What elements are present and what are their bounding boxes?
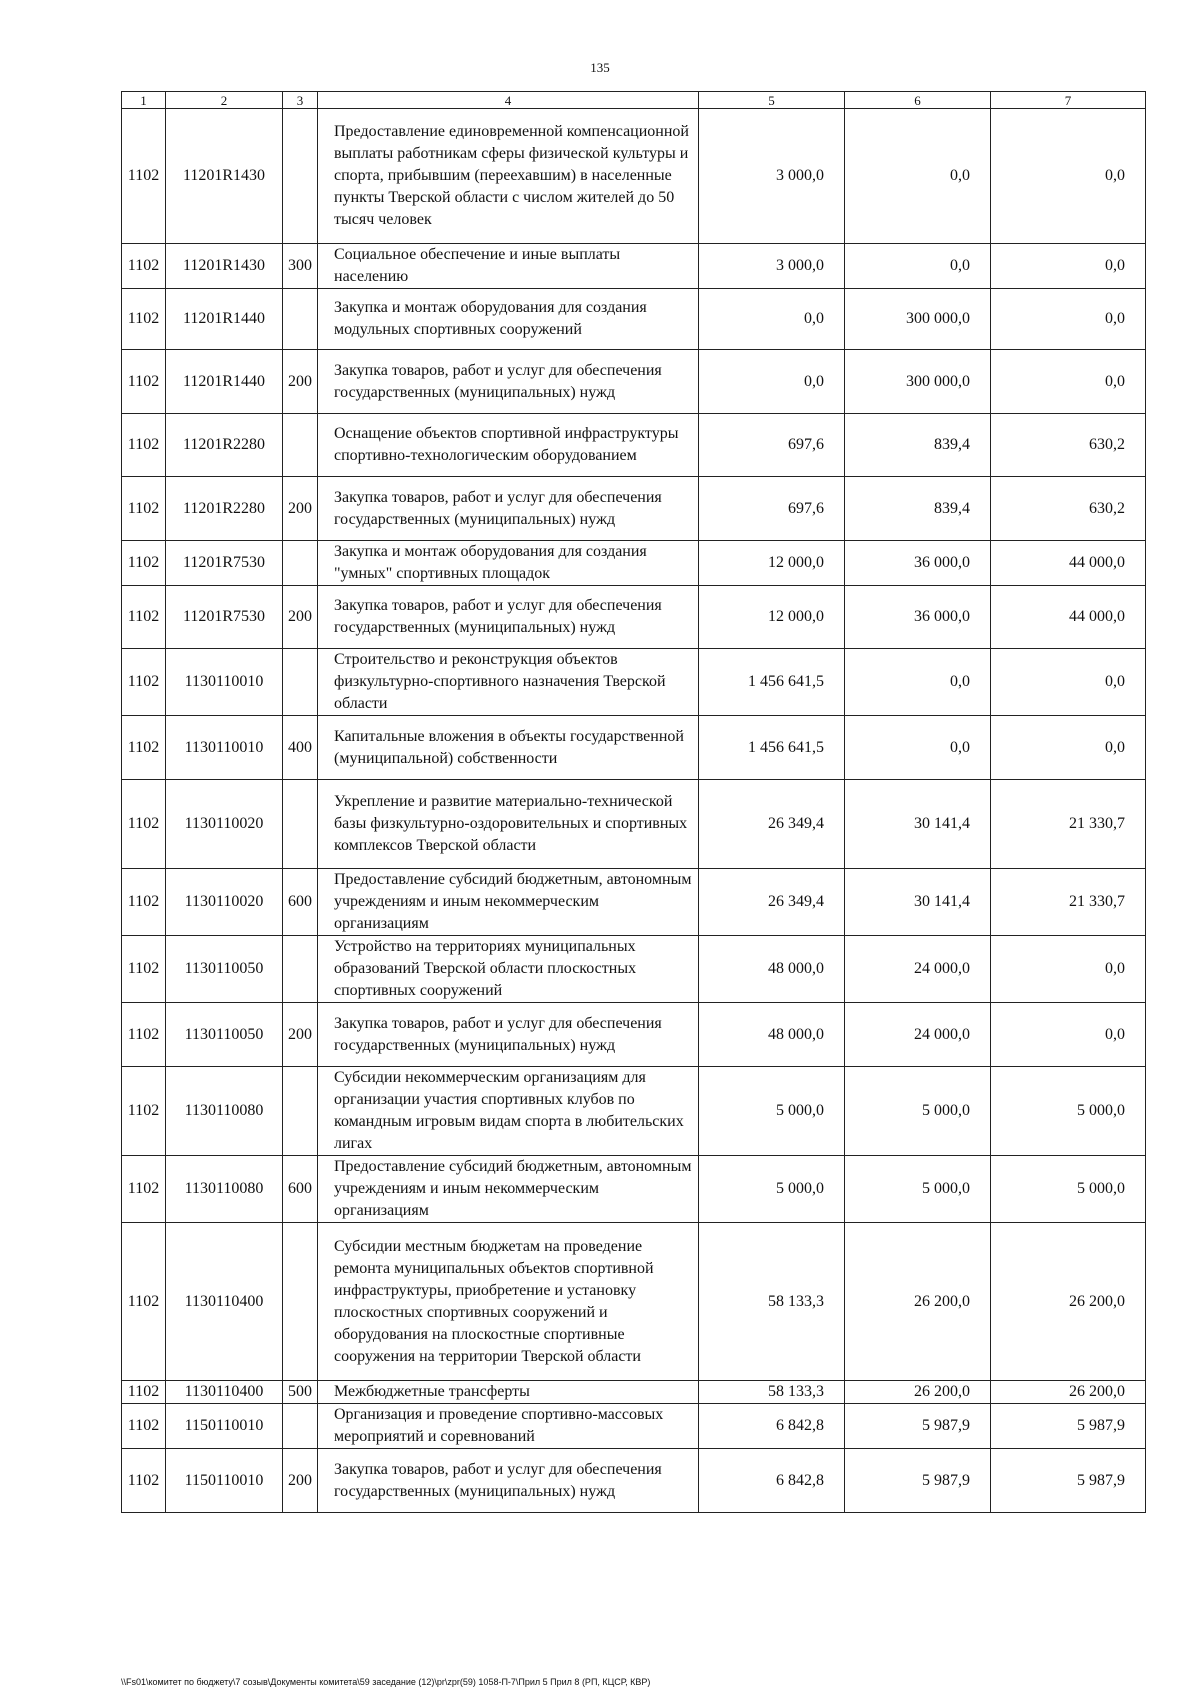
amount-col5-cell: 6 842,8 (699, 1449, 845, 1513)
amount-col5-cell: 3 000,0 (699, 109, 845, 244)
section-code-cell: 1102 (122, 1404, 166, 1449)
col-header-6: 6 (845, 92, 991, 109)
amount-col5-cell: 1 456 641,5 (699, 649, 845, 716)
expense-type-cell (283, 541, 318, 586)
expense-type-cell: 400 (283, 716, 318, 780)
expense-type-cell: 200 (283, 1449, 318, 1513)
expense-type-cell: 600 (283, 1156, 318, 1223)
section-code-cell: 1102 (122, 586, 166, 649)
article-code-cell: 1130110080 (166, 1067, 283, 1156)
section-code-cell: 1102 (122, 350, 166, 414)
section-code-cell: 1102 (122, 414, 166, 477)
expense-type-cell (283, 1223, 318, 1381)
amount-col7-cell: 5 000,0 (991, 1156, 1146, 1223)
section-code-cell: 1102 (122, 1003, 166, 1067)
expense-type-cell: 300 (283, 244, 318, 289)
amount-col5-cell: 48 000,0 (699, 936, 845, 1003)
table-row (122, 1404, 1146, 1449)
amount-col5-cell: 5 000,0 (699, 1067, 845, 1156)
item-name-cell: Строительство и реконструкция объектов физкультурно-спортивного назначения Тверской области (318, 649, 699, 716)
expense-type-cell: 200 (283, 586, 318, 649)
table-row (122, 1223, 1146, 1381)
section-code-cell: 1102 (122, 477, 166, 541)
table-row (122, 780, 1146, 869)
item-name-cell: Устройство на территориях муниципальных образований Тверской области плоскостных спортивных сооружений (318, 936, 699, 1003)
amount-col7-cell: 0,0 (991, 716, 1146, 780)
item-name-cell: Закупка товаров, работ и услуг для обеспечения государственных (муниципальных) нужд (318, 1003, 699, 1067)
table-row (122, 477, 1146, 541)
amount-col5-cell: 0,0 (699, 289, 845, 350)
article-code-cell: 1130110080 (166, 1156, 283, 1223)
item-name-cell: Межбюджетные трансферты (318, 1381, 699, 1404)
article-code-cell: 11201R1430 (166, 109, 283, 244)
table-row (122, 414, 1146, 477)
table-body (122, 109, 1146, 1513)
amount-col7-cell: 0,0 (991, 109, 1146, 244)
amount-col6-cell: 5 987,9 (845, 1449, 991, 1513)
article-code-cell: 11201R1440 (166, 289, 283, 350)
amount-col5-cell: 1 456 641,5 (699, 716, 845, 780)
item-name-cell: Укрепление и развитие материально-технической базы физкультурно-оздоровительных и спортивных комплексов Тверской области (318, 780, 699, 869)
col-header-3: 3 (283, 92, 318, 109)
amount-col7-cell: 26 200,0 (991, 1223, 1146, 1381)
item-name-cell: Предоставление единовременной компенсационной выплаты работникам сферы физической культуры и спорта, прибывшим (переехавшим) в населенные пункты Тверской области с числом жителей до 50 тысяч человек (318, 109, 699, 244)
table-row (122, 1156, 1146, 1223)
expense-type-cell (283, 1067, 318, 1156)
amount-col6-cell: 24 000,0 (845, 936, 991, 1003)
expense-type-cell (283, 780, 318, 869)
amount-col5-cell: 48 000,0 (699, 1003, 845, 1067)
expense-type-cell: 200 (283, 1003, 318, 1067)
amount-col6-cell: 36 000,0 (845, 586, 991, 649)
expense-type-cell (283, 109, 318, 244)
table-row (122, 289, 1146, 350)
item-name-cell: Капитальные вложения в объекты государственной (муниципальной) собственности (318, 716, 699, 780)
amount-col6-cell: 26 200,0 (845, 1381, 991, 1404)
table-row (122, 1449, 1146, 1513)
expense-type-cell: 600 (283, 869, 318, 936)
item-name-cell: Предоставление субсидий бюджетным, автономным учреждениям и иным некоммерческим организациям (318, 1156, 699, 1223)
table-row (122, 936, 1146, 1003)
expense-type-cell (283, 289, 318, 350)
table-row (122, 586, 1146, 649)
article-code-cell: 1130110020 (166, 780, 283, 869)
section-code-cell: 1102 (122, 869, 166, 936)
amount-col5-cell: 26 349,4 (699, 869, 845, 936)
section-code-cell: 1102 (122, 541, 166, 586)
section-code-cell: 1102 (122, 244, 166, 289)
amount-col7-cell: 44 000,0 (991, 541, 1146, 586)
amount-col5-cell: 58 133,3 (699, 1223, 845, 1381)
amount-col7-cell: 0,0 (991, 289, 1146, 350)
expense-type-cell: 200 (283, 350, 318, 414)
amount-col7-cell: 630,2 (991, 414, 1146, 477)
amount-col5-cell: 0,0 (699, 350, 845, 414)
expense-type-cell (283, 936, 318, 1003)
amount-col6-cell: 0,0 (845, 109, 991, 244)
article-code-cell: 11201R1440 (166, 350, 283, 414)
amount-col7-cell: 0,0 (991, 350, 1146, 414)
section-code-cell: 1102 (122, 780, 166, 869)
item-name-cell: Закупка товаров, работ и услуг для обеспечения государственных (муниципальных) нужд (318, 586, 699, 649)
article-code-cell: 1150110010 (166, 1404, 283, 1449)
amount-col5-cell: 12 000,0 (699, 541, 845, 586)
item-name-cell: Социальное обеспечение и иные выплаты населению (318, 244, 699, 289)
section-code-cell: 1102 (122, 1156, 166, 1223)
amount-col7-cell: 44 000,0 (991, 586, 1146, 649)
article-code-cell: 11201R1430 (166, 244, 283, 289)
amount-col5-cell: 12 000,0 (699, 586, 845, 649)
amount-col6-cell: 26 200,0 (845, 1223, 991, 1381)
col-header-4: 4 (318, 92, 699, 109)
amount-col6-cell: 5 000,0 (845, 1067, 991, 1156)
section-code-cell: 1102 (122, 1223, 166, 1381)
col-header-1: 1 (122, 92, 166, 109)
item-name-cell: Закупка товаров, работ и услуг для обеспечения государственных (муниципальных) нужд (318, 350, 699, 414)
article-code-cell: 11201R2280 (166, 414, 283, 477)
section-code-cell: 1102 (122, 716, 166, 780)
expense-type-cell (283, 1404, 318, 1449)
section-code-cell: 1102 (122, 1449, 166, 1513)
article-code-cell: 1130110010 (166, 649, 283, 716)
article-code-cell: 1130110400 (166, 1381, 283, 1404)
item-name-cell: Субсидии местным бюджетам на проведение ремонта муниципальных объектов спортивной инфраструктуры, приобретение и установку плоскостных спортивных сооружений и оборудования на плоскостные спортивные сооружения на территории Тверской области (318, 1223, 699, 1381)
amount-col6-cell: 300 000,0 (845, 350, 991, 414)
item-name-cell: Закупка товаров, работ и услуг для обеспечения государственных (муниципальных) нужд (318, 477, 699, 541)
item-name-cell: Закупка и монтаж оборудования для создания модульных спортивных сооружений (318, 289, 699, 350)
section-code-cell: 1102 (122, 1067, 166, 1156)
expense-type-cell: 500 (283, 1381, 318, 1404)
amount-col6-cell: 0,0 (845, 244, 991, 289)
amount-col7-cell: 0,0 (991, 649, 1146, 716)
item-name-cell: Организация и проведение спортивно-массовых мероприятий и соревнований (318, 1404, 699, 1449)
col-header-2: 2 (166, 92, 283, 109)
footer-file-path: \\Fs01\комитет по бюджету\7 созыв\Документы комитета\59 заседание (12)\pr\zpr(59) 1058-П-7\Прил 5 Прил 8 (РП, КЦСР, КВР) (121, 1677, 651, 1687)
amount-col7-cell: 26 200,0 (991, 1381, 1146, 1404)
amount-col6-cell: 839,4 (845, 414, 991, 477)
page-number: 135 (590, 60, 610, 75)
amount-col7-cell: 0,0 (991, 936, 1146, 1003)
amount-col6-cell: 0,0 (845, 649, 991, 716)
amount-col6-cell: 300 000,0 (845, 289, 991, 350)
item-name-cell: Субсидии некоммерческим организациям для организации участия спортивных клубов по командным игровым видам спорта в любительских лигах (318, 1067, 699, 1156)
table-row (122, 869, 1146, 936)
article-code-cell: 1130110010 (166, 716, 283, 780)
amount-col6-cell: 36 000,0 (845, 541, 991, 586)
amount-col6-cell: 0,0 (845, 716, 991, 780)
article-code-cell: 11201R7530 (166, 586, 283, 649)
expense-type-cell (283, 414, 318, 477)
table-row (122, 244, 1146, 289)
table-row (122, 109, 1146, 244)
table-row (122, 541, 1146, 586)
amount-col5-cell: 3 000,0 (699, 244, 845, 289)
table-row (122, 1381, 1146, 1404)
amount-col6-cell: 5 000,0 (845, 1156, 991, 1223)
amount-col7-cell: 21 330,7 (991, 780, 1146, 869)
amount-col5-cell: 697,6 (699, 477, 845, 541)
article-code-cell: 1130110400 (166, 1223, 283, 1381)
amount-col5-cell: 6 842,8 (699, 1404, 845, 1449)
item-name-cell: Предоставление субсидий бюджетным, автономным учреждениям и иным некоммерческим организациям (318, 869, 699, 936)
amount-col5-cell: 58 133,3 (699, 1381, 845, 1404)
amount-col7-cell: 21 330,7 (991, 869, 1146, 936)
amount-col6-cell: 30 141,4 (845, 869, 991, 936)
article-code-cell: 1130110050 (166, 1003, 283, 1067)
amount-col7-cell: 5 987,9 (991, 1449, 1146, 1513)
amount-col5-cell: 26 349,4 (699, 780, 845, 869)
amount-col6-cell: 30 141,4 (845, 780, 991, 869)
section-code-cell: 1102 (122, 109, 166, 244)
budget-table (121, 91, 1146, 1513)
amount-col6-cell: 839,4 (845, 477, 991, 541)
amount-col7-cell: 0,0 (991, 244, 1146, 289)
amount-col6-cell: 24 000,0 (845, 1003, 991, 1067)
header-row (122, 92, 1146, 109)
amount-col6-cell: 5 987,9 (845, 1404, 991, 1449)
section-code-cell: 1102 (122, 936, 166, 1003)
table-row (122, 350, 1146, 414)
amount-col5-cell: 697,6 (699, 414, 845, 477)
table-row (122, 1003, 1146, 1067)
expense-type-cell: 200 (283, 477, 318, 541)
article-code-cell: 1130110020 (166, 869, 283, 936)
article-code-cell: 1150110010 (166, 1449, 283, 1513)
item-name-cell: Оснащение объектов спортивной инфраструктуры спортивно-технологическим оборудованием (318, 414, 699, 477)
amount-col7-cell: 5 987,9 (991, 1404, 1146, 1449)
amount-col7-cell: 5 000,0 (991, 1067, 1146, 1156)
section-code-cell: 1102 (122, 649, 166, 716)
section-code-cell: 1102 (122, 1381, 166, 1404)
amount-col7-cell: 0,0 (991, 1003, 1146, 1067)
expense-type-cell (283, 649, 318, 716)
section-code-cell: 1102 (122, 289, 166, 350)
amount-col7-cell: 630,2 (991, 477, 1146, 541)
table-row (122, 1067, 1146, 1156)
item-name-cell: Закупка товаров, работ и услуг для обеспечения государственных (муниципальных) нужд (318, 1449, 699, 1513)
article-code-cell: 11201R2280 (166, 477, 283, 541)
article-code-cell: 11201R7530 (166, 541, 283, 586)
article-code-cell: 1130110050 (166, 936, 283, 1003)
col-header-5: 5 (699, 92, 845, 109)
col-header-7: 7 (991, 92, 1146, 109)
table-row (122, 716, 1146, 780)
table-row (122, 649, 1146, 716)
item-name-cell: Закупка и монтаж оборудования для создания "умных" спортивных площадок (318, 541, 699, 586)
amount-col5-cell: 5 000,0 (699, 1156, 845, 1223)
